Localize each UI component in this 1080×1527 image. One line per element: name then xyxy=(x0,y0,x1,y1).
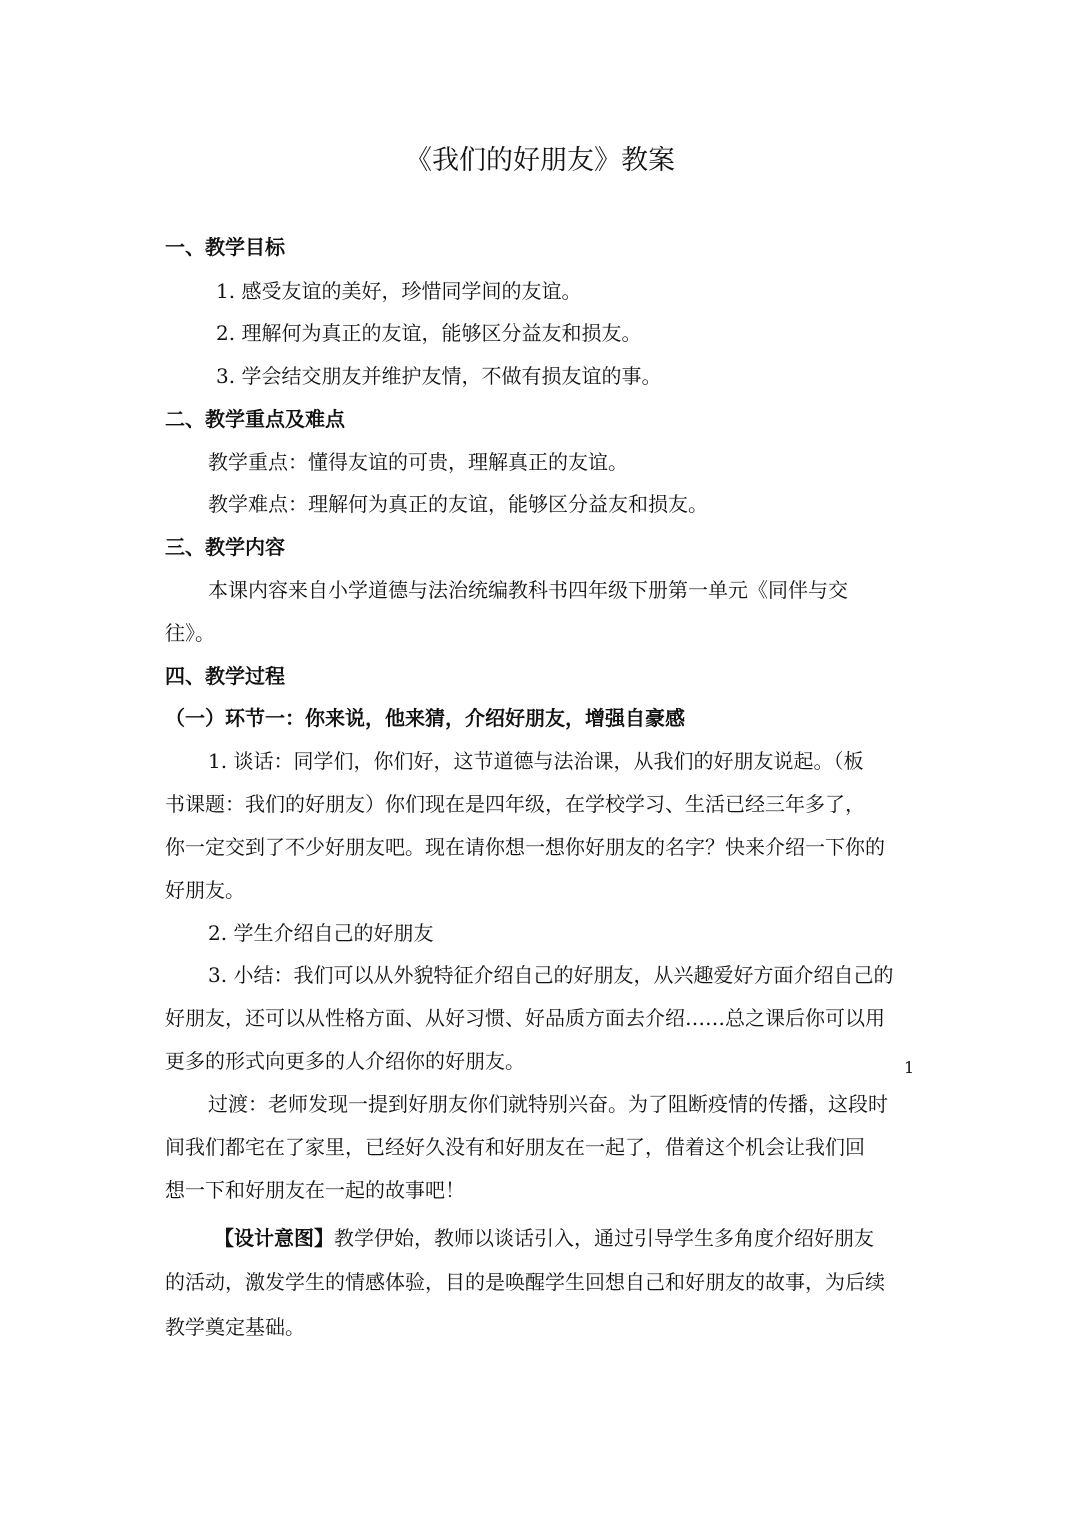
paragraph-line: 1. 谈话：同学们，你们好，这节道德与法治课，从我们的好朋友说起。（板 xyxy=(208,749,864,773)
paragraph-line: 更多的形式向更多的人介绍你的好朋友。 xyxy=(165,1049,525,1073)
section-heading-objectives: 一、教学目标 xyxy=(165,235,285,259)
objective-item: 2. 理解何为真正的友谊，能够区分益友和损友。 xyxy=(216,321,642,345)
paragraph-line: 你一定交到了不少好朋友吧。现在请你想一想你好朋友的名字？快来介绍一下你的 xyxy=(165,835,885,859)
paragraph-line: 3. 小结：我们可以从外貌特征介绍自己的好朋友，从兴趣爱好方面介绍自己的 xyxy=(208,963,894,987)
paragraph-line: 好朋友。 xyxy=(165,878,245,902)
paragraph-line: 2. 学生介绍自己的好朋友 xyxy=(208,921,434,945)
content-text: 往》。 xyxy=(165,621,215,645)
paragraph-line: 想一下和好朋友在一起的故事吧！ xyxy=(165,1178,465,1202)
design-intent-line xyxy=(214,1223,974,1253)
paragraph-line: 的活动，激发学生的情感体验，目的是唤醒学生回想自己和好朋友的故事，为后续 xyxy=(165,1270,885,1294)
objective-item: 3. 学会结交朋友并维护友情，不做有损友谊的事。 xyxy=(216,364,662,388)
paragraph-line: 好朋友，还可以从性格方面、从好习惯、好品质方面去介绍……总之课后你可以用 xyxy=(165,1006,885,1030)
paragraph-line: 过渡：老师发现一提到好朋友你们就特别兴奋。为了阻断疫情的传播，这段时 xyxy=(208,1092,888,1116)
paragraph-line: 书课题：我们的好朋友）你们现在是四年级，在学校学习、生活已经三年多了， xyxy=(165,792,865,816)
paragraph-line: 间我们都宅在了家里，已经好久没有和好朋友在一起了，借着这个机会让我们回 xyxy=(165,1135,865,1159)
key-point-text: 教学重点：懂得友谊的可贵，理解真正的友谊。 xyxy=(208,450,628,474)
section-heading-key-points: 二、教学重点及难点 xyxy=(165,407,345,431)
document-title: 《我们的好朋友》教案 xyxy=(405,145,675,176)
paragraph-line: 教学奠定基础。 xyxy=(165,1315,305,1339)
paragraph-line: 教学伊始，教师以谈话引入，通过引导学生多角度介绍好朋友 xyxy=(334,1226,874,1250)
objective-item: 1. 感受友谊的美好，珍惜同学间的友谊。 xyxy=(216,279,582,303)
design-intent-label: 【设计意图】 xyxy=(214,1226,334,1250)
page-number: 1 xyxy=(904,1058,915,1077)
content-text: 本课内容来自小学道德与法治统编教科书四年级下册第一单元《同伴与交 xyxy=(208,578,848,602)
section-heading-process: 四、教学过程 xyxy=(165,664,285,688)
subsection-heading: （一）环节一：你来说，他来猜，介绍好朋友，增强自豪感 xyxy=(165,706,685,730)
section-heading-content: 三、教学内容 xyxy=(165,535,285,559)
difficulty-text: 教学难点：理解何为真正的友谊，能够区分益友和损友。 xyxy=(208,492,708,516)
